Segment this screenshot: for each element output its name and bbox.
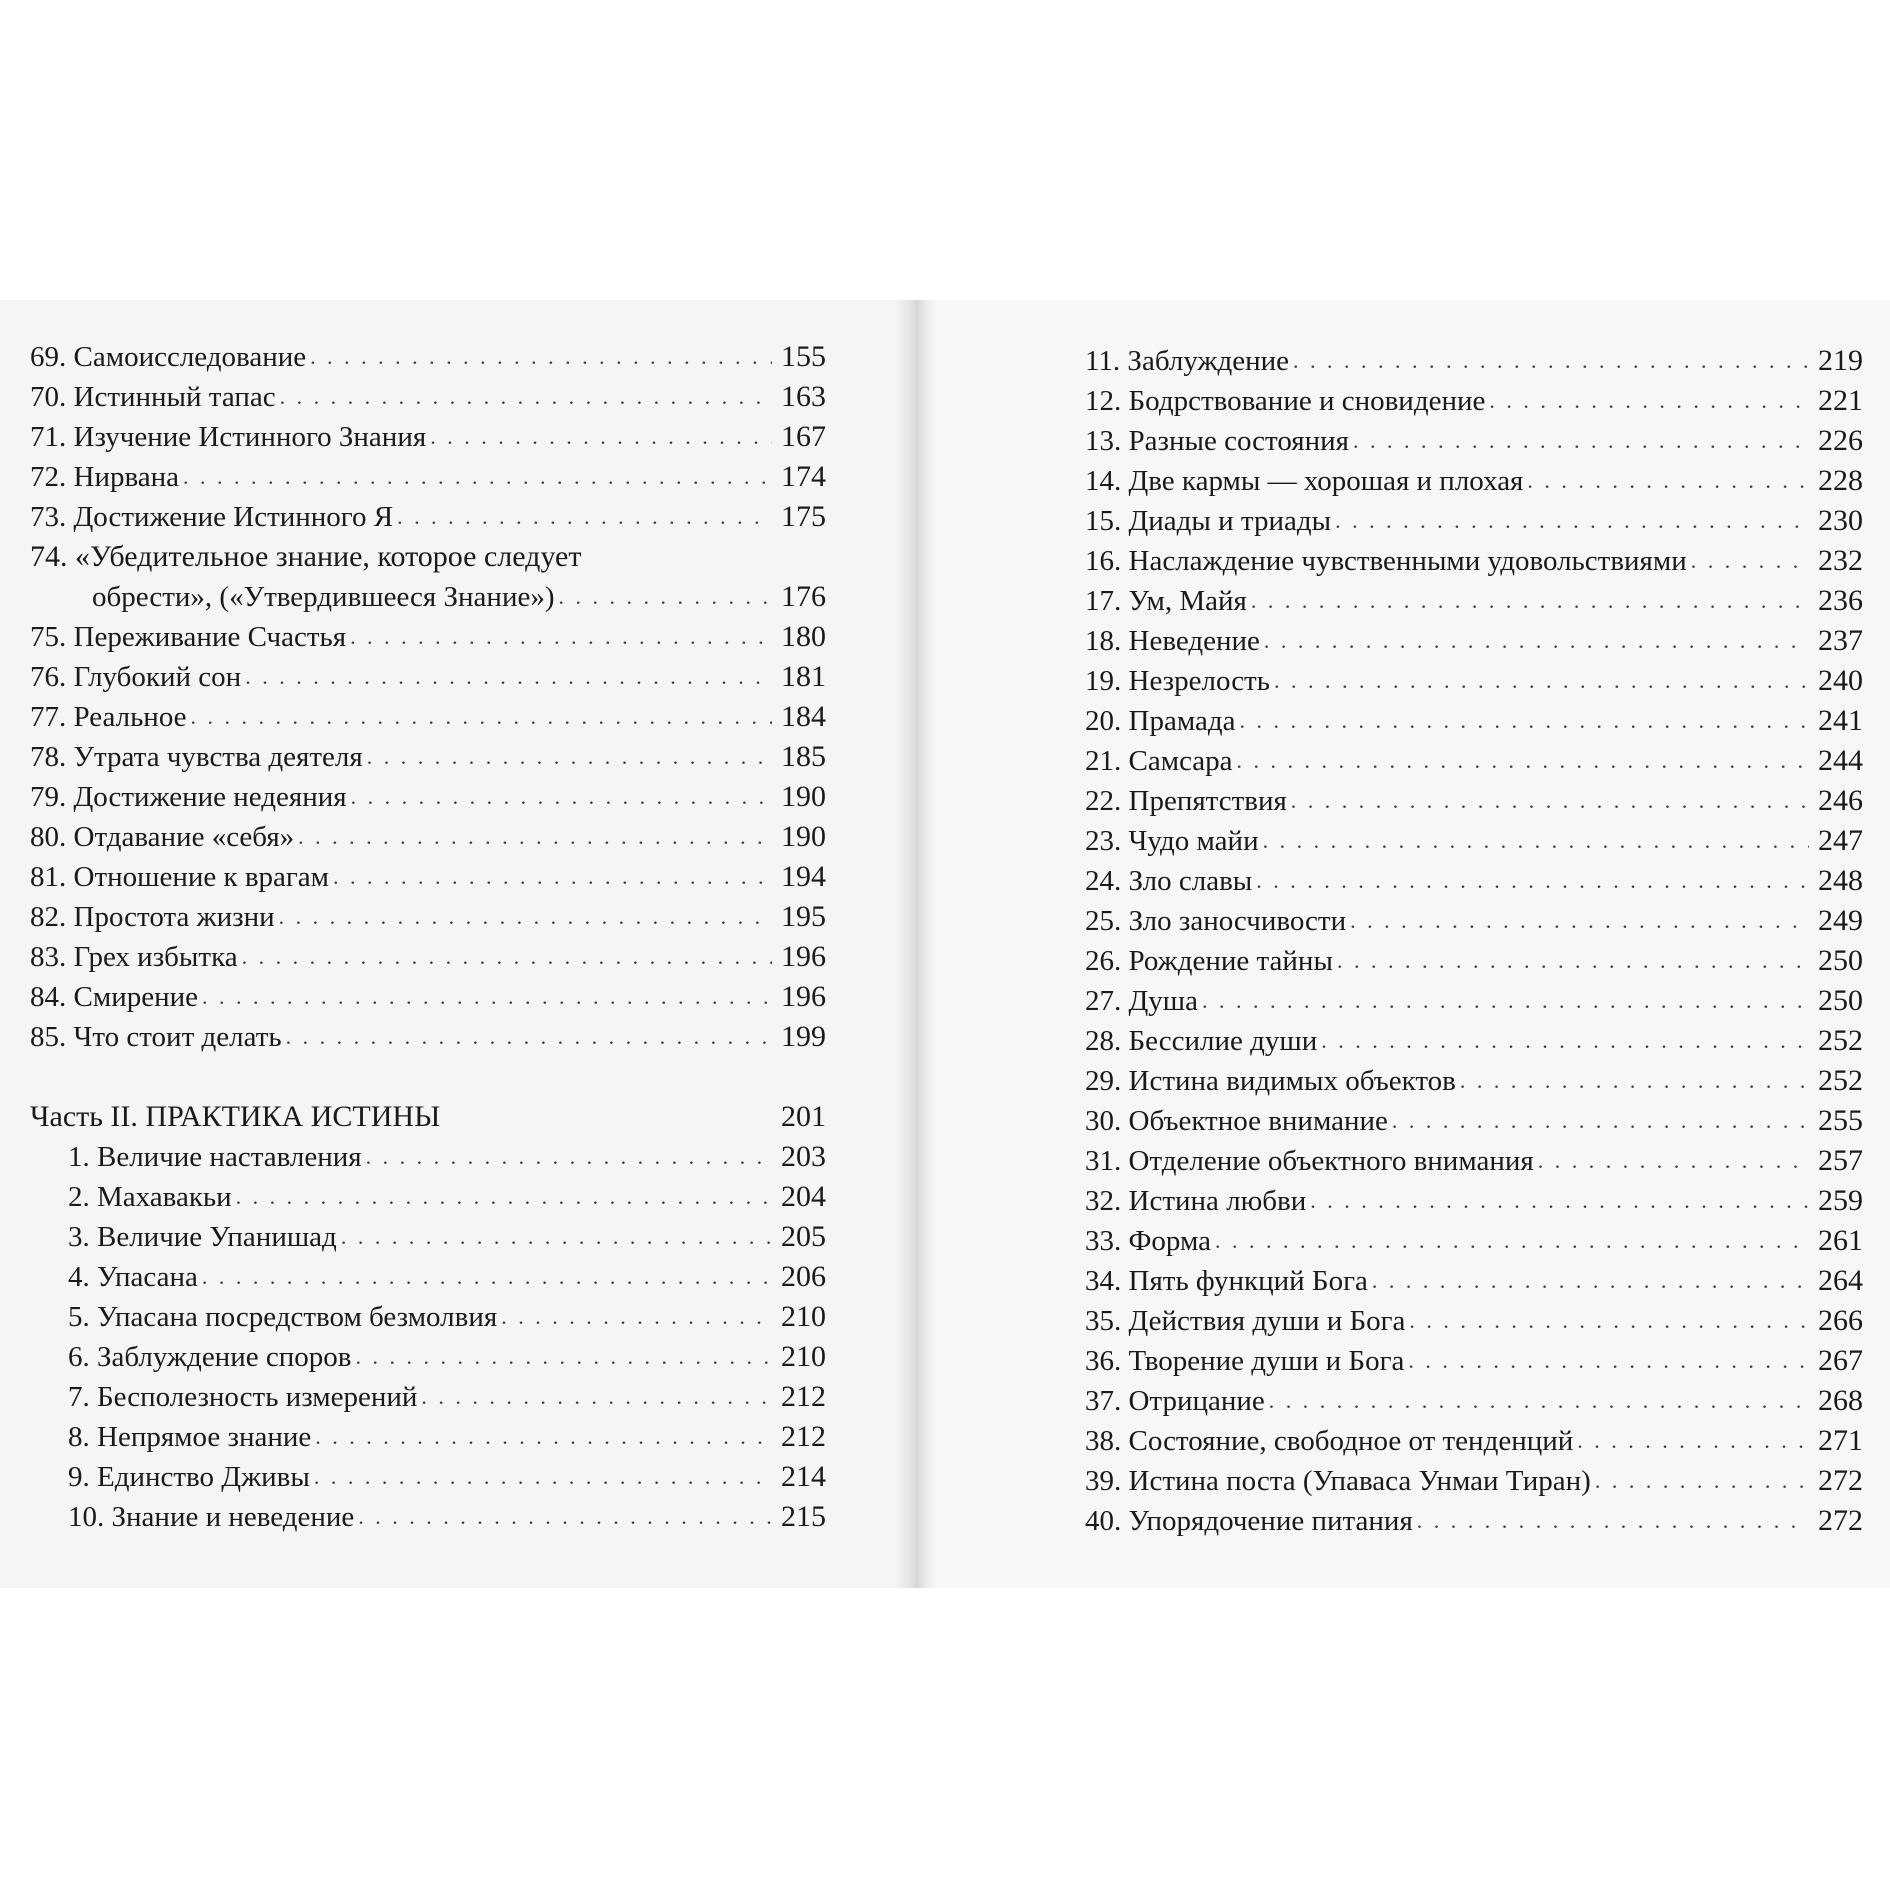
entry-page: 252 <box>1818 1064 1863 1097</box>
part-heading <box>30 1092 826 1132</box>
entry-title: 31. Отделение объектного внимания <box>1085 1145 1534 1177</box>
toc-entry <box>1085 1336 1863 1376</box>
entry-title: 7. Бесполезность измерений <box>68 1381 418 1413</box>
part-title: Часть II. ПРАКТИКА ИСТИНЫ <box>30 1100 441 1133</box>
toc-entry <box>1085 1456 1863 1496</box>
dot-leader <box>1293 350 1809 372</box>
dot-leader <box>1460 1070 1809 1092</box>
entry-page: 244 <box>1818 744 1863 777</box>
entry-page: 261 <box>1818 1224 1863 1257</box>
toc-entry <box>30 1372 826 1412</box>
toc-entry <box>30 1412 826 1452</box>
toc-entry <box>30 412 826 452</box>
toc-entry <box>30 1292 826 1332</box>
entry-title: 37. Отрицание <box>1085 1385 1265 1417</box>
dot-leader <box>1337 950 1809 972</box>
entry-page: 247 <box>1818 824 1863 857</box>
dot-leader <box>559 586 773 608</box>
entry-title: 9. Единство Дживы <box>68 1461 310 1493</box>
toc-entry <box>30 612 826 652</box>
toc-entry <box>1085 416 1863 456</box>
entry-page: 199 <box>781 1020 826 1053</box>
entry-page: 214 <box>781 1460 826 1493</box>
entry-page: 174 <box>781 460 826 493</box>
dot-leader <box>1291 790 1809 812</box>
toc-entry <box>30 972 826 1012</box>
entry-page: 196 <box>781 980 826 1013</box>
dot-leader <box>310 346 772 368</box>
section-gap <box>30 1052 826 1092</box>
entry-title: 2. Махавакьи <box>68 1181 232 1213</box>
entry-page: 272 <box>1818 1504 1863 1537</box>
entry-page: 206 <box>781 1260 826 1293</box>
entry-page: 268 <box>1818 1384 1863 1417</box>
toc-entry <box>1085 1376 1863 1416</box>
toc-entry <box>30 492 826 532</box>
entry-title: 23. Чудо майи <box>1085 825 1259 857</box>
entry-page: 219 <box>1818 344 1863 377</box>
toc-entry <box>1085 1136 1863 1176</box>
dot-leader <box>1409 1310 1809 1332</box>
entry-page: 230 <box>1818 504 1863 537</box>
dot-leader <box>1321 1030 1809 1052</box>
dot-leader <box>1527 470 1809 492</box>
entry-page: 212 <box>781 1380 826 1413</box>
dot-leader <box>358 1506 772 1528</box>
entry-page: 237 <box>1818 624 1863 657</box>
entry-title: 83. Грех избытка <box>30 941 238 973</box>
toc-entry-multiline-end <box>30 572 826 612</box>
toc-entry <box>1085 1216 1863 1256</box>
entry-page: 272 <box>1818 1464 1863 1497</box>
entry-title: 17. Ум, Майя <box>1085 585 1247 617</box>
book-spread <box>0 300 1890 1588</box>
entry-title: 25. Зло заносчивости <box>1085 905 1347 937</box>
toc-entry <box>1085 896 1863 936</box>
dot-leader <box>1269 1390 1809 1412</box>
dot-leader <box>1202 990 1809 1012</box>
entry-page: 248 <box>1818 864 1863 897</box>
entry-page: 267 <box>1818 1344 1863 1377</box>
book-gutter <box>895 300 935 1588</box>
entry-title: 6. Заблуждение споров <box>68 1341 352 1373</box>
entry-title: 36. Творение души и Бога <box>1085 1345 1405 1377</box>
dot-leader <box>1691 550 1809 572</box>
toc-entry <box>1085 336 1863 376</box>
dot-leader <box>351 786 772 808</box>
toc-entry-multiline-start <box>30 532 826 572</box>
dot-leader <box>236 1186 772 1208</box>
entry-page: 196 <box>781 940 826 973</box>
dot-leader <box>1274 670 1809 692</box>
dot-leader <box>1489 390 1809 412</box>
entry-page: 228 <box>1818 464 1863 497</box>
dot-leader <box>341 1226 772 1248</box>
dot-leader <box>1417 1510 1809 1532</box>
dot-leader <box>1577 1430 1809 1452</box>
entry-title: 32. Истина любви <box>1085 1185 1307 1217</box>
entry-title: 29. Истина видимых объектов <box>1085 1065 1456 1097</box>
entry-title: 72. Нирвана <box>30 461 180 493</box>
entry-page: 195 <box>781 900 826 933</box>
toc-entry <box>1085 376 1863 416</box>
entry-title: 22. Препятствия <box>1085 785 1287 817</box>
dot-leader <box>314 1466 772 1488</box>
dot-leader <box>1335 510 1809 532</box>
toc-entry <box>30 892 826 932</box>
entry-page: 232 <box>1818 544 1863 577</box>
toc-entry <box>30 772 826 812</box>
entry-page: 246 <box>1818 784 1863 817</box>
entry-page: 155 <box>781 340 826 373</box>
dot-leader <box>421 1386 772 1408</box>
dot-leader <box>286 1026 772 1048</box>
toc-entry <box>30 1452 826 1492</box>
toc-entry <box>1085 616 1863 656</box>
dot-leader <box>298 826 772 848</box>
dot-leader <box>501 1306 772 1328</box>
dot-leader <box>1264 630 1809 652</box>
entry-title: 85. Что стоит делать <box>30 1021 282 1053</box>
toc-entry <box>30 1492 826 1532</box>
entry-page: 210 <box>781 1300 826 1333</box>
toc-entry <box>30 1012 826 1052</box>
entry-page: 249 <box>1818 904 1863 937</box>
dot-leader <box>1353 430 1809 452</box>
entry-title: 1. Величие наставления <box>68 1141 362 1173</box>
entry-title: 69. Самоисследование <box>30 341 307 373</box>
toc-entry <box>1085 1056 1863 1096</box>
toc-entry <box>30 852 826 892</box>
entry-page: 240 <box>1818 664 1863 697</box>
toc-entry <box>1085 496 1863 536</box>
entry-page: 190 <box>781 820 826 853</box>
entry-page: 205 <box>781 1220 826 1253</box>
dot-leader <box>355 1346 772 1368</box>
dot-leader <box>366 1146 772 1168</box>
entry-page: 257 <box>1818 1144 1863 1177</box>
dot-leader <box>350 626 772 648</box>
entry-title: 8. Непрямое знание <box>68 1421 312 1453</box>
toc-entry <box>1085 456 1863 496</box>
entry-page: 241 <box>1818 704 1863 737</box>
entry-page: 203 <box>781 1140 826 1173</box>
dot-leader <box>1237 750 1809 772</box>
entry-title: 16. Наслаждение чувственными удовольствиями <box>1085 545 1687 577</box>
entry-title: 30. Объектное внимание <box>1085 1105 1388 1137</box>
entry-title: 13. Разные состояния <box>1085 425 1350 457</box>
entry-page: 271 <box>1818 1424 1863 1457</box>
toc-entry <box>30 652 826 692</box>
entry-page: 175 <box>781 500 826 533</box>
toc-entry <box>30 332 826 372</box>
dot-leader <box>1251 590 1809 612</box>
entry-title: 71. Изучение Истинного Знания <box>30 421 427 453</box>
toc-entry <box>1085 1016 1863 1056</box>
toc-entry <box>1085 1416 1863 1456</box>
toc-entry <box>1085 656 1863 696</box>
dot-leader <box>245 666 772 688</box>
part-page: 201 <box>781 1100 826 1133</box>
entry-page: 215 <box>781 1500 826 1533</box>
toc-entry <box>1085 856 1863 896</box>
entry-page: 176 <box>781 580 826 613</box>
right-toc <box>1085 336 1863 1536</box>
toc-entry <box>1085 1296 1863 1336</box>
entry-title: 14. Две кармы — хорошая и плохая <box>1085 465 1524 497</box>
entry-page: 163 <box>781 380 826 413</box>
entry-title: 15. Диады и триады <box>1085 505 1332 537</box>
entry-title: 18. Неведение <box>1085 625 1260 657</box>
toc-entry <box>30 1252 826 1292</box>
left-toc <box>30 332 826 1532</box>
entry-title: 5. Упасана посредством безмолвия <box>68 1301 498 1333</box>
entry-title: 11. Заблуждение <box>1085 345 1290 377</box>
toc-entry <box>1085 576 1863 616</box>
entry-title: 82. Простота жизни <box>30 901 275 933</box>
entry-title: 34. Пять функций Бога <box>1085 1265 1368 1297</box>
dot-leader <box>202 986 772 1008</box>
entry-title: 79. Достижение недеяния <box>30 781 347 813</box>
entry-page: 212 <box>781 1420 826 1453</box>
entry-page: 250 <box>1818 984 1863 1017</box>
entry-page: 184 <box>781 700 826 733</box>
entry-title: 3. Величие Упанишад <box>68 1221 337 1253</box>
entry-page: 226 <box>1818 424 1863 457</box>
toc-entry <box>30 452 826 492</box>
entry-title: 73. Достижение Истинного Я <box>30 501 394 533</box>
entry-page: 204 <box>781 1180 826 1213</box>
toc-entry <box>30 812 826 852</box>
dot-leader <box>397 506 772 528</box>
dot-leader <box>1392 1110 1809 1132</box>
toc-entry <box>1085 776 1863 816</box>
entry-page: 185 <box>781 740 826 773</box>
toc-entry <box>1085 1256 1863 1296</box>
toc-entry <box>30 1132 826 1172</box>
toc-entry <box>1085 1096 1863 1136</box>
entry-page: 190 <box>781 780 826 813</box>
dot-leader <box>1239 710 1809 732</box>
entry-title: 38. Состояние, свободное от тенденций <box>1085 1425 1574 1457</box>
toc-entry <box>30 372 826 412</box>
entry-title: обрести», («Утвердившееся Знание») <box>92 581 555 613</box>
entry-title: 80. Отдавание «себя» <box>30 821 295 853</box>
entry-page: 180 <box>781 620 826 653</box>
entry-title: 77. Реальное <box>30 701 187 733</box>
entry-page: 255 <box>1818 1104 1863 1137</box>
entry-page: 221 <box>1818 384 1863 417</box>
entry-title: 39. Истина поста (Упаваса Унмаи Тиран) <box>1085 1465 1591 1497</box>
dot-leader <box>1310 1190 1809 1212</box>
toc-entry <box>30 732 826 772</box>
entry-title: 28. Бессилие души <box>1085 1025 1318 1057</box>
dot-leader <box>191 706 772 728</box>
dot-leader <box>202 1266 772 1288</box>
entry-title: 12. Бодрствование и сновидение <box>1085 385 1486 417</box>
dot-leader <box>333 866 772 888</box>
entry-title: 19. Незрелость <box>1085 665 1270 697</box>
entry-title: 78. Утрата чувства деятеля <box>30 741 363 773</box>
entry-title: 21. Самсара <box>1085 745 1233 777</box>
toc-entry <box>1085 816 1863 856</box>
toc-entry <box>1085 976 1863 1016</box>
entry-title: 84. Смирение <box>30 981 198 1013</box>
entry-page: 264 <box>1818 1264 1863 1297</box>
dot-leader <box>1350 910 1809 932</box>
toc-entry <box>30 1212 826 1252</box>
dot-leader <box>1263 830 1809 852</box>
entry-title: 27. Душа <box>1085 985 1198 1017</box>
entry-title: 70. Истинный тапас <box>30 381 276 413</box>
entry-title: 20. Прамада <box>1085 705 1236 737</box>
entry-title: 74. «Убедительное знание, которое следует <box>30 540 582 573</box>
entry-page: 181 <box>781 660 826 693</box>
dot-leader <box>1256 870 1809 892</box>
toc-entry <box>1085 736 1863 776</box>
entry-title: 10. Знание и неведение <box>68 1501 355 1533</box>
dot-leader <box>430 426 772 448</box>
entry-page: 250 <box>1818 944 1863 977</box>
dot-leader <box>1372 1270 1809 1292</box>
toc-entry <box>1085 696 1863 736</box>
toc-entry <box>1085 1496 1863 1536</box>
toc-entry <box>1085 1176 1863 1216</box>
entry-page: 236 <box>1818 584 1863 617</box>
entry-title: 33. Форма <box>1085 1225 1211 1257</box>
toc-entry <box>1085 936 1863 976</box>
dot-leader <box>315 1426 772 1448</box>
entry-page: 194 <box>781 860 826 893</box>
dot-leader <box>242 946 772 968</box>
entry-title: 4. Упасана <box>68 1261 198 1293</box>
toc-entry <box>30 692 826 732</box>
entry-title: 40. Упорядочение питания <box>1085 1505 1413 1537</box>
entry-title: 24. Зло славы <box>1085 865 1253 897</box>
dot-leader <box>1538 1150 1809 1172</box>
dot-leader <box>1408 1350 1809 1372</box>
entry-page: 210 <box>781 1340 826 1373</box>
entry-title: 75. Переживание Счастья <box>30 621 347 653</box>
entry-title: 26. Рождение тайны <box>1085 945 1333 977</box>
entry-page: 266 <box>1818 1304 1863 1337</box>
toc-entry <box>30 1332 826 1372</box>
entry-page: 259 <box>1818 1184 1863 1217</box>
dot-leader <box>1215 1230 1809 1252</box>
entry-title: 81. Отношение к врагам <box>30 861 330 893</box>
dot-leader <box>183 466 772 488</box>
entry-title: 76. Глубокий сон <box>30 661 242 693</box>
dot-leader <box>1595 1470 1809 1492</box>
dot-leader <box>367 746 772 768</box>
dot-leader <box>279 906 772 928</box>
toc-entry <box>1085 536 1863 576</box>
entry-page: 252 <box>1818 1024 1863 1057</box>
dot-leader <box>280 386 772 408</box>
toc-entry <box>30 932 826 972</box>
entry-page: 167 <box>781 420 826 453</box>
toc-entry <box>30 1172 826 1212</box>
entry-title: 35. Действия души и Бога <box>1085 1305 1406 1337</box>
